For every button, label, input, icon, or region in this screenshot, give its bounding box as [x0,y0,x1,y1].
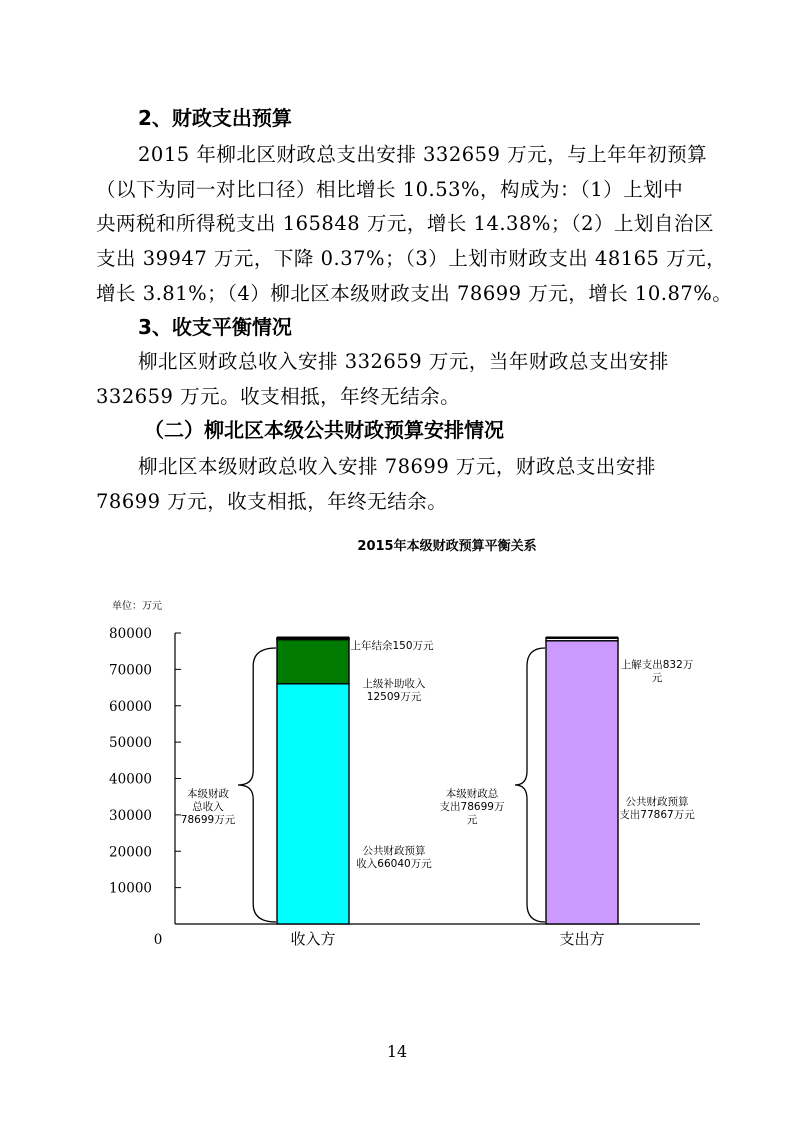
section-heading-expenditure: 2、财政支出预算 [138,106,292,130]
x-category-label: 收入方 [290,930,336,948]
segment-label: 上解支出832万 [620,659,694,671]
segment-label: 支出77867万元 [619,809,695,821]
y-tick-label: 0 [153,932,163,948]
paragraph-line: 78699 万元，收支相抵，年终无结余。 [96,490,448,513]
paragraph-line: 央两税和所得税支出 165848 万元，增长 14.38%；（2）上划自治区 [96,212,715,235]
income-brace [238,648,276,922]
segment-label: 元 [651,672,663,684]
page-number: 14 [386,1042,408,1061]
brace-label: 元 [466,814,478,826]
section-heading-local-budget: （二）柳北区本级公共财政预算安排情况 [144,418,504,442]
section-heading-balance: 3、收支平衡情况 [138,315,292,339]
segment-label: 上级补助收入 [362,678,426,690]
y-tick-label: 40000 [109,771,152,788]
y-tick-label: 30000 [109,807,152,824]
x-category-label: 支出方 [559,930,605,948]
budget-balance-chart [0,520,794,960]
y-tick-label: 10000 [109,880,152,897]
segment-label: 12509万元 [366,691,422,703]
y-tick-label: 80000 [109,626,152,642]
brace-label: 本级财政 [187,788,229,800]
y-tick-label: 70000 [109,662,152,679]
bar-segment [546,641,618,924]
paragraph-line: 柳北区财政总收入安排 332659 万元，当年财政总支出安排 [138,350,669,373]
bar-segment [277,638,349,684]
brace-label: 支出78699万 [439,801,505,813]
expenditure-brace [515,648,545,922]
paragraph-line: 增长 3.81%；（4）柳北区本级财政支出 78699 万元，增长 10.87%。 [96,282,733,305]
paragraph-line: 柳北区本级财政总收入安排 78699 万元，财政总支出安排 [138,455,656,478]
segment-label: 上年结余150万元 [350,640,434,652]
brace-label: 78699万元 [180,814,236,826]
segment-label: 收入66040万元 [356,858,432,870]
chart-unit-label: 单位：万元 [112,601,162,612]
brace-label: 本级财政总 [445,788,499,800]
paragraph-line: 2015 年柳北区财政总支出安排 332659 万元，与上年年初预算 [138,143,708,166]
bar-segment [277,684,349,924]
y-tick-label: 20000 [109,844,152,861]
y-tick-label: 60000 [109,698,152,715]
chart-title: 2015年本级财政预算平衡关系 [357,539,537,554]
paragraph-line: （以下为同一对比口径）相比增长 10.53%，构成为：（1）上划中 [96,178,684,201]
y-tick-label: 50000 [109,735,152,752]
brace-label: 总收入 [192,801,224,813]
segment-label: 公共财政预算 [362,845,426,857]
segment-label: 公共财政预算 [625,796,689,808]
paragraph-line: 支出 39947 万元，下降 0.37%；（3）上划市财政支出 48165 万元， [96,247,727,270]
paragraph-line: 332659 万元。收支相抵，年终无结余。 [96,385,461,408]
